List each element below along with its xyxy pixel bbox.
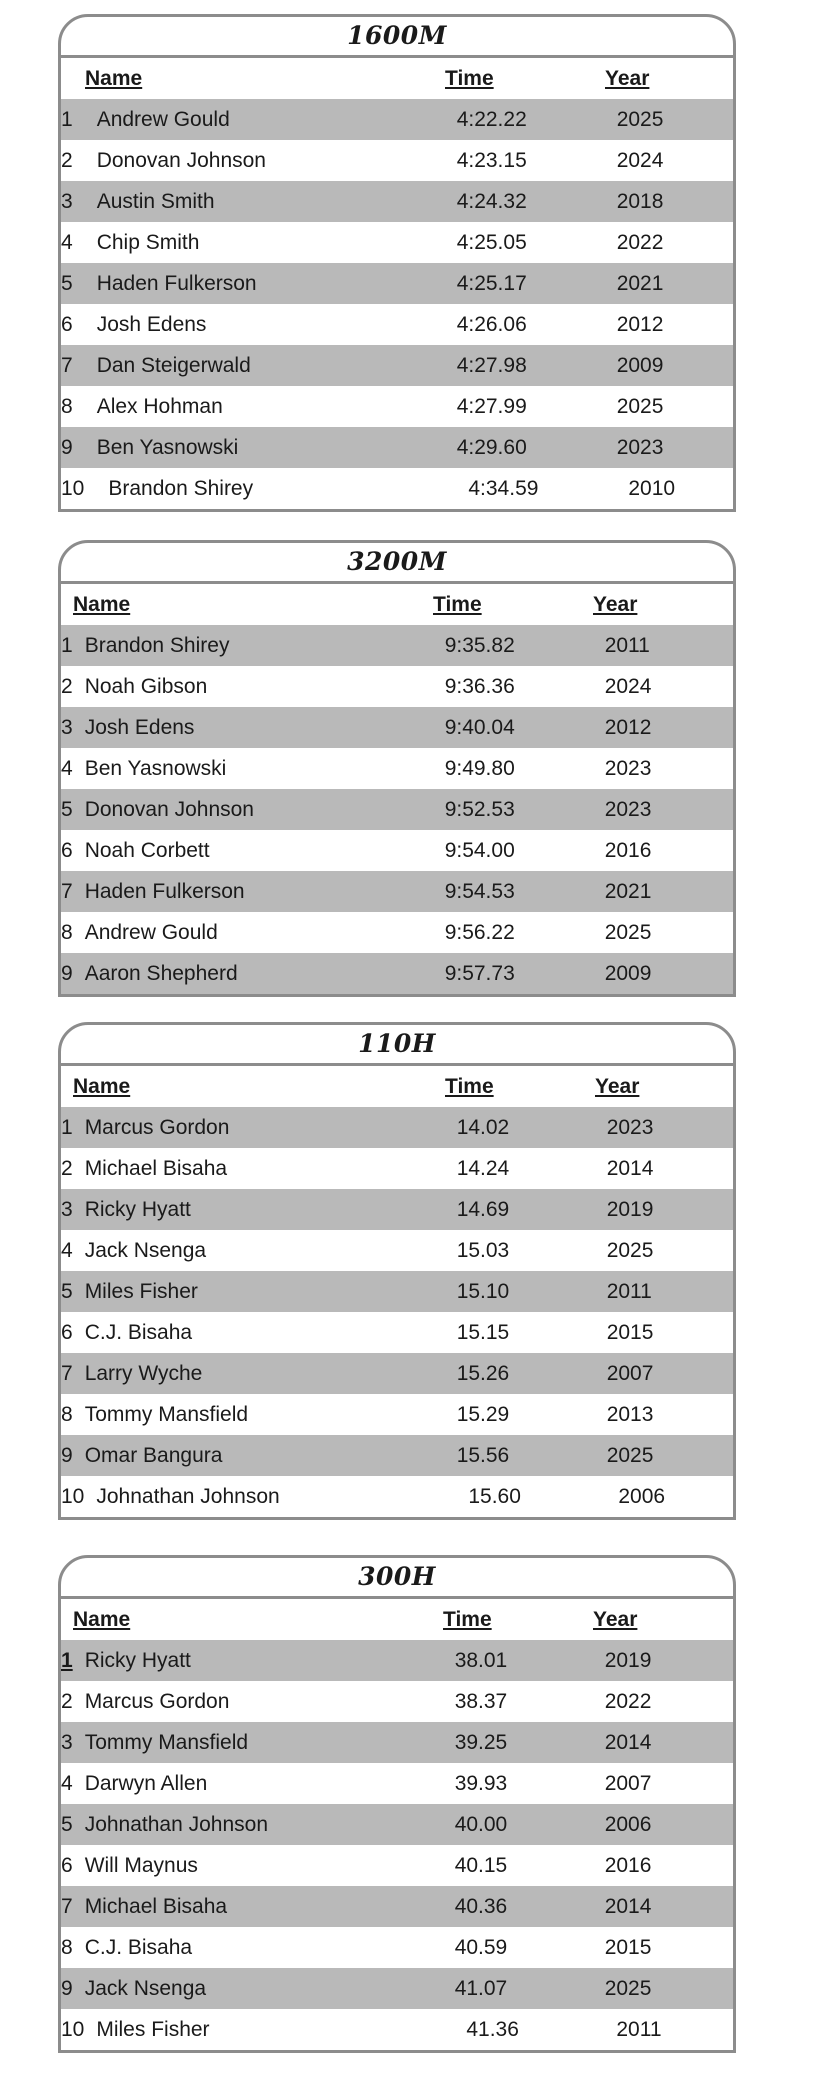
rank-value: 5 [61, 1279, 73, 1303]
year-cell: 2024 [616, 148, 664, 172]
name-cell: Ricky Hyatt [84, 1197, 191, 1221]
name-cell: Miles Fisher [84, 1279, 198, 1303]
table-row [61, 1189, 733, 1230]
rank-cell [61, 1895, 85, 1919]
name-cell: Donovan Johnson [84, 797, 254, 821]
rank-value: 5 [61, 1812, 73, 1836]
name-cell: Noah Gibson [84, 674, 208, 698]
rank-cell [61, 395, 85, 419]
name-cell: Marcus Gordon [84, 1689, 230, 1713]
table-row [61, 789, 733, 830]
year-cell: 2013 [606, 1402, 654, 1426]
rank-value: 5 [61, 271, 73, 295]
name-cell: Jack Nsenga [84, 1238, 207, 1262]
table-row [61, 953, 733, 994]
table-row [61, 345, 733, 386]
time-header-label: Time [443, 1607, 492, 1631]
rank-value: 7 [61, 1361, 73, 1385]
year-header-label: Year [595, 1074, 640, 1098]
year-cell: 2025 [604, 1976, 652, 2000]
rank-value: 4 [61, 1771, 73, 1795]
rank-value: 2 [61, 148, 73, 172]
time-cell: 15.26 [456, 1361, 510, 1385]
rank-cell [61, 231, 85, 255]
table-110h [58, 1022, 736, 1520]
year-cell: 2011 [604, 633, 650, 657]
table-header-row [61, 584, 733, 625]
time-cell: 4:34.59 [468, 476, 539, 500]
time-cell: 38.37 [454, 1689, 508, 1713]
rank-cell [61, 1280, 85, 1304]
table-header-row [61, 1066, 733, 1107]
table-row [61, 304, 733, 345]
year-header [605, 67, 736, 91]
rank-cell [61, 921, 85, 945]
table-row [61, 1681, 733, 1722]
rank-value: 1 [61, 1648, 73, 1672]
name-cell: Noah Corbett [84, 838, 210, 862]
time-cell: 9:49.80 [444, 756, 515, 780]
time-header [443, 1608, 593, 1632]
rank-value: 8 [61, 394, 73, 418]
rank-cell [61, 1239, 85, 1263]
name-cell: Marcus Gordon [84, 1115, 230, 1139]
time-cell: 4:27.99 [456, 394, 527, 418]
name-header-label: Name [85, 66, 143, 90]
year-cell: 2021 [604, 879, 652, 903]
name-cell: Andrew Gould [96, 107, 230, 131]
time-cell: 4:25.17 [456, 271, 527, 295]
time-header [445, 1075, 595, 1099]
rank-cell [61, 1485, 96, 1509]
table-row [61, 1435, 733, 1476]
year-cell: 2025 [606, 1238, 654, 1262]
rank-cell [61, 1157, 85, 1181]
year-cell: 2021 [616, 271, 664, 295]
rank-value: 9 [61, 961, 73, 985]
name-cell: Brandon Shirey [84, 633, 230, 657]
time-cell: 38.01 [454, 1648, 508, 1672]
rank-cell [61, 1649, 85, 1673]
rank-cell [61, 2018, 96, 2042]
time-cell: 4:27.98 [456, 353, 527, 377]
time-header-label: Time [433, 592, 482, 616]
year-cell: 2025 [606, 1443, 654, 1467]
time-cell: 40.36 [454, 1894, 508, 1918]
year-cell: 2007 [604, 1771, 652, 1795]
time-cell: 40.00 [454, 1812, 508, 1836]
rank-cell [61, 190, 85, 214]
rank-cell [61, 962, 85, 986]
rank-cell [61, 798, 85, 822]
time-cell: 14.24 [456, 1156, 510, 1180]
year-header [593, 1608, 736, 1632]
rank-value: 9 [61, 435, 73, 459]
rank-cell [61, 1731, 85, 1755]
year-cell: 2006 [618, 1484, 666, 1508]
name-cell: Haden Fulkerson [96, 271, 257, 295]
table-row [61, 99, 733, 140]
rank-value: 8 [61, 920, 73, 944]
name-cell: Alex Hohman [96, 394, 223, 418]
rank-value: 3 [61, 189, 73, 213]
rank-value: 2 [61, 1156, 73, 1180]
time-cell: 14.02 [456, 1115, 510, 1139]
name-cell: Austin Smith [96, 189, 215, 213]
rank-cell [61, 1116, 85, 1140]
year-cell: 2009 [616, 353, 664, 377]
rank-value: 10 [61, 2017, 85, 2041]
year-cell: 2011 [616, 2017, 662, 2041]
time-cell: 9:36.36 [444, 674, 515, 698]
rank-value: 7 [61, 879, 73, 903]
table-1600m [58, 14, 736, 512]
time-cell: 41.07 [454, 1976, 508, 2000]
rank-value: 6 [61, 1853, 73, 1877]
time-cell: 4:25.05 [456, 230, 527, 254]
name-header [73, 1608, 443, 1632]
rank-value: 8 [61, 1402, 73, 1426]
time-cell: 39.93 [454, 1771, 508, 1795]
table-row [61, 1476, 733, 1517]
table-row [61, 1271, 733, 1312]
rank-value: 2 [61, 674, 73, 698]
table-header-row [61, 58, 733, 99]
rank-cell [61, 1854, 85, 1878]
name-cell: Michael Bisaha [84, 1894, 228, 1918]
time-cell: 9:54.53 [444, 879, 515, 903]
time-cell: 41.36 [466, 2017, 519, 2041]
name-cell: Andrew Gould [84, 920, 218, 944]
rank-value: 1 [61, 107, 73, 131]
table-300h [58, 1555, 736, 2053]
rank-cell [61, 1690, 85, 1714]
time-cell: 15.10 [456, 1279, 510, 1303]
table-row [61, 666, 733, 707]
rank-value: 4 [61, 756, 73, 780]
name-cell: Donovan Johnson [96, 148, 266, 172]
rank-value: 5 [61, 797, 73, 821]
rank-cell [61, 436, 85, 460]
rank-value: 6 [61, 312, 73, 336]
rank-value: 4 [61, 1238, 73, 1262]
time-cell: 4:29.60 [456, 435, 527, 459]
time-cell: 15.60 [468, 1484, 521, 1508]
year-cell: 2016 [604, 1853, 652, 1877]
name-cell: Haden Fulkerson [84, 879, 245, 903]
table-row [61, 830, 733, 871]
rank-value: 1 [61, 1115, 73, 1139]
rank-cell [61, 1444, 85, 1468]
name-cell: Ricky Hyatt [84, 1648, 191, 1672]
table-row [61, 1804, 733, 1845]
name-cell: Josh Edens [84, 715, 195, 739]
rank-value: 9 [61, 1976, 73, 2000]
rank-value: 10 [61, 476, 85, 500]
year-cell: 2009 [604, 961, 652, 985]
name-cell: Will Maynus [84, 1853, 198, 1877]
time-cell: 4:24.32 [456, 189, 527, 213]
year-header-label: Year [593, 592, 638, 616]
time-cell: 9:52.53 [444, 797, 515, 821]
name-cell: Chip Smith [96, 230, 200, 254]
name-header-label: Name [73, 1607, 131, 1631]
table-row [61, 263, 733, 304]
table-row [61, 1763, 733, 1804]
name-header [85, 67, 445, 91]
table-row [61, 468, 733, 509]
time-cell: 15.15 [456, 1320, 510, 1344]
table-title: 3200M [61, 543, 733, 584]
time-header-label: Time [445, 66, 494, 90]
year-cell: 2025 [604, 920, 652, 944]
rank-cell [61, 272, 85, 296]
rank-value: 6 [61, 838, 73, 862]
table-row [61, 1148, 733, 1189]
rank-cell [61, 839, 85, 863]
rank-value: 2 [61, 1689, 73, 1713]
year-cell: 2025 [616, 107, 664, 131]
table-row [61, 1968, 733, 2009]
rank-cell [61, 1198, 85, 1222]
table-title: 1600M [61, 17, 733, 58]
time-cell: 4:26.06 [456, 312, 527, 336]
table-row [61, 871, 733, 912]
rank-cell [61, 880, 85, 904]
year-cell: 2014 [604, 1894, 652, 1918]
rank-value: 4 [61, 230, 73, 254]
name-cell: Brandon Shirey [108, 476, 254, 500]
name-cell: Johnathan Johnson [96, 1484, 280, 1508]
rank-value: 9 [61, 1443, 73, 1467]
year-cell: 2019 [606, 1197, 654, 1221]
table-row [61, 707, 733, 748]
rank-cell [61, 1813, 85, 1837]
name-cell: Tommy Mansfield [84, 1730, 249, 1754]
time-cell: 9:56.22 [444, 920, 515, 944]
rank-value: 1 [61, 633, 73, 657]
year-cell: 2019 [604, 1648, 652, 1672]
table-row [61, 1312, 733, 1353]
time-cell: 9:35.82 [444, 633, 515, 657]
year-header-label: Year [593, 1607, 638, 1631]
name-cell: Omar Bangura [84, 1443, 223, 1467]
year-cell: 2016 [604, 838, 652, 862]
time-cell: 39.25 [454, 1730, 508, 1754]
rank-value: 7 [61, 1894, 73, 1918]
time-cell: 40.59 [454, 1935, 508, 1959]
table-row [61, 1107, 733, 1148]
table-row [61, 140, 733, 181]
rank-value: 10 [61, 1484, 85, 1508]
year-cell: 2011 [606, 1279, 652, 1303]
rank-cell [61, 354, 85, 378]
rank-value: 3 [61, 715, 73, 739]
time-cell: 40.15 [454, 1853, 508, 1877]
table-row [61, 1886, 733, 1927]
time-cell: 14.69 [456, 1197, 510, 1221]
table-row [61, 1230, 733, 1271]
year-header-label: Year [605, 66, 650, 90]
rank-cell [61, 108, 85, 132]
year-cell: 2012 [616, 312, 664, 336]
rank-cell [61, 313, 85, 337]
year-cell: 2025 [616, 394, 664, 418]
name-cell: Josh Edens [96, 312, 207, 336]
name-cell: Darwyn Allen [84, 1771, 208, 1795]
year-cell: 2023 [616, 435, 664, 459]
year-cell: 2010 [628, 476, 676, 500]
table-row [61, 1845, 733, 1886]
name-cell: C.J. Bisaha [84, 1935, 193, 1959]
rank-value: 8 [61, 1935, 73, 1959]
year-cell: 2015 [604, 1935, 652, 1959]
table-row [61, 1353, 733, 1394]
rank-cell [61, 1772, 85, 1796]
table-row [61, 2009, 733, 2050]
table-row [61, 912, 733, 953]
name-cell: Tommy Mansfield [84, 1402, 249, 1426]
name-cell: Jack Nsenga [84, 1976, 207, 2000]
time-cell: 4:22.22 [456, 107, 527, 131]
rank-cell [61, 149, 85, 173]
time-cell: 15.56 [456, 1443, 510, 1467]
name-cell: Larry Wyche [84, 1361, 203, 1385]
time-header-label: Time [445, 1074, 494, 1098]
time-cell: 4:23.15 [456, 148, 527, 172]
table-row [61, 222, 733, 263]
name-cell: Aaron Shepherd [84, 961, 238, 985]
table-row [61, 1927, 733, 1968]
table-title: 110H [61, 1025, 733, 1066]
table-row [61, 625, 733, 666]
name-header-label: Name [73, 592, 131, 616]
rank-value: 3 [61, 1730, 73, 1754]
rank-cell [61, 1321, 85, 1345]
year-cell: 2012 [604, 715, 652, 739]
year-cell: 2018 [616, 189, 664, 213]
time-cell: 15.29 [456, 1402, 510, 1426]
name-header-label: Name [73, 1074, 131, 1098]
time-cell: 9:54.00 [444, 838, 515, 862]
table-3200m [58, 540, 736, 997]
name-header [73, 593, 433, 617]
rank-cell [61, 757, 85, 781]
rank-cell [61, 1977, 85, 2001]
year-cell: 2014 [606, 1156, 654, 1180]
rank-cell [61, 716, 85, 740]
year-cell: 2007 [606, 1361, 654, 1385]
time-cell: 15.03 [456, 1238, 510, 1262]
name-cell: Miles Fisher [96, 2017, 210, 2041]
rank-cell [61, 477, 96, 501]
table-row [61, 1394, 733, 1435]
rank-cell [61, 634, 85, 658]
name-cell: Michael Bisaha [84, 1156, 228, 1180]
name-cell: Ben Yasnowski [84, 756, 227, 780]
table-row [61, 386, 733, 427]
table-row [61, 1640, 733, 1681]
table-row [61, 748, 733, 789]
year-cell: 2023 [606, 1115, 654, 1139]
rank-value: 6 [61, 1320, 73, 1344]
table-row [61, 427, 733, 468]
name-cell: Ben Yasnowski [96, 435, 239, 459]
table-row [61, 1722, 733, 1763]
year-cell: 2006 [604, 1812, 652, 1836]
rank-cell [61, 1403, 85, 1427]
name-cell: C.J. Bisaha [84, 1320, 193, 1344]
year-cell: 2022 [604, 1689, 652, 1713]
rank-cell [61, 1936, 85, 1960]
year-cell: 2014 [604, 1730, 652, 1754]
name-cell: Dan Steigerwald [96, 353, 251, 377]
year-cell: 2022 [616, 230, 664, 254]
year-header [595, 1075, 736, 1099]
year-cell: 2015 [606, 1320, 654, 1344]
name-header [73, 1075, 445, 1099]
rank-value: 3 [61, 1197, 73, 1221]
table-title: 300H [61, 1558, 733, 1599]
time-header [445, 67, 605, 91]
table-row [61, 181, 733, 222]
time-header [433, 593, 593, 617]
rank-cell [61, 675, 85, 699]
rank-cell [61, 1362, 85, 1386]
year-cell: 2024 [604, 674, 652, 698]
time-cell: 9:40.04 [444, 715, 515, 739]
name-cell: Johnathan Johnson [84, 1812, 269, 1836]
year-cell: 2023 [604, 797, 652, 821]
year-header [593, 593, 736, 617]
time-cell: 9:57.73 [444, 961, 515, 985]
year-cell: 2023 [604, 756, 652, 780]
rank-value: 7 [61, 353, 73, 377]
table-header-row [61, 1599, 733, 1640]
